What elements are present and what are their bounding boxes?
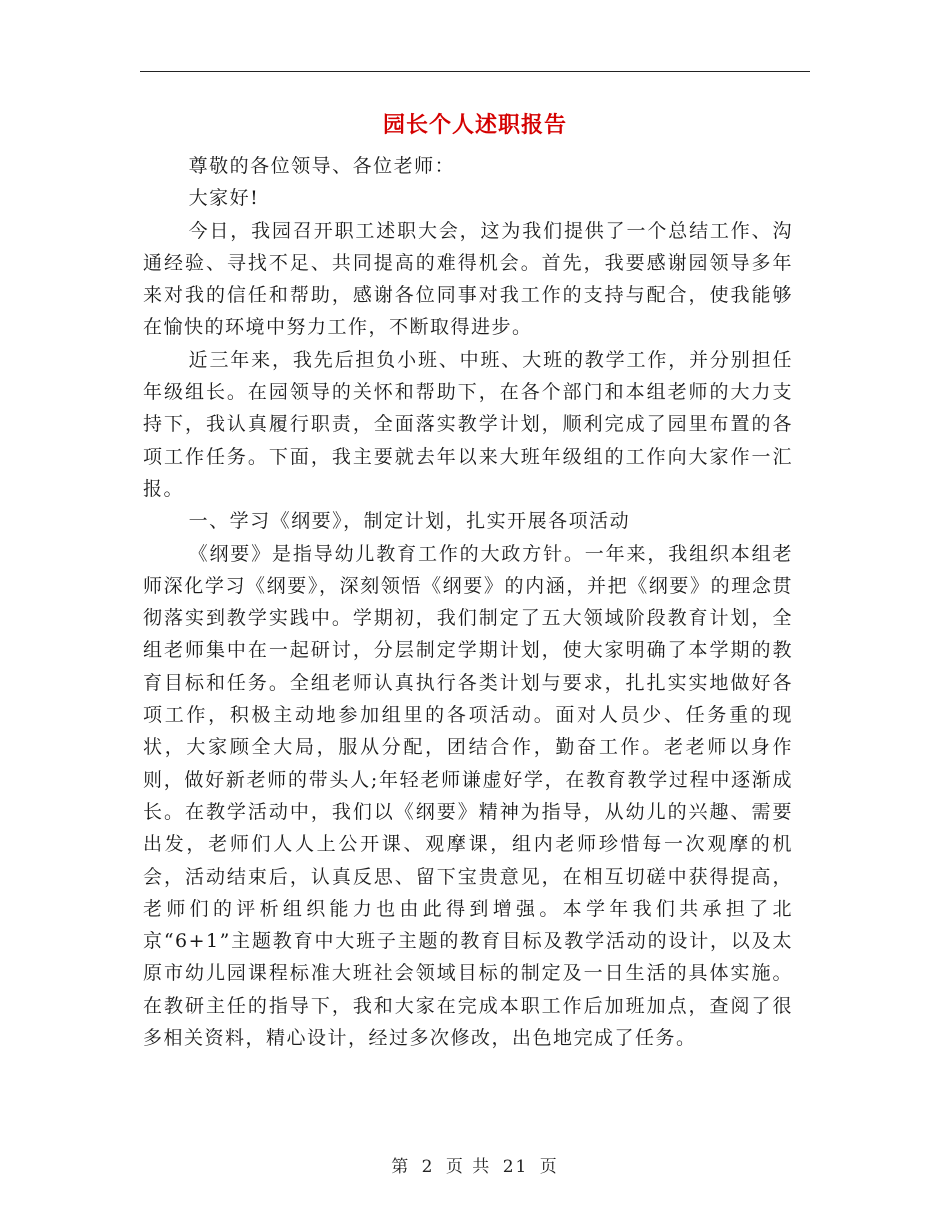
salutation: 尊敬的各位领导、各位老师：	[188, 155, 456, 177]
footer-middle: 页 共	[445, 1157, 492, 1177]
body-paragraph: 今日，我园召开职工述职大会，这为我们提供了一个总结工作、沟通经验、寻找不足、共同提高的难得机会。首先，我要感谢园领导多年来对我的信任和帮助，感谢各位同事对我工作的支持与配合，使我能够在愉快的环境中努力工作，不断取得进步。	[143, 219, 793, 339]
page-footer	[0, 1152, 950, 1177]
body-paragraph: 近三年来，我先后担负小班、中班、大班的教学工作，并分别担任年级组长。在园领导的关怀和帮助下，在各个部门和本组老师的大力支持下，我认真履行职责，全面落实教学计划，顺利完成了园里布置的各项工作任务。下面，我主要就去年以来大班年级组的工作向大家作一汇报。	[143, 348, 793, 500]
document-body	[143, 150, 793, 1054]
section-heading: 一、学习《纲要》，制定计划，扎实开展各项活动	[188, 510, 631, 533]
page-number: 2	[421, 1157, 435, 1177]
footer-prefix: 第	[391, 1157, 411, 1177]
total-pages: 21	[502, 1157, 529, 1177]
greeting: 大家好!	[188, 187, 260, 210]
body-paragraph: 《纲要》是指导幼儿教育工作的大政方针。一年来，我组织本组老师深化学习《纲要》，深刻领悟《纲要》的内涵，并把《纲要》的理念贯彻落实到教学实践中。学期初，我们制定了五大领域阶段教育计划，全组老师集中在一起研讨，分层制定学期计划，使大家明确了本学期的教育目标和任务。全组老师认真执行各类计划与要求，扎扎实实地做好各项工作，积极主动地参加组里的各项活动。面对人员少、任务重的现状，大家顾全大局，服从分配，团结合作，勤奋工作。老老师以身作则，做好新老师的带头人;年轻老师谦虚好学，在教育教学过程中逐渐成长。在教学活动中，我们以《纲要》精神为指导，从幼儿的兴趣、需要出发，老师们人人上公开课、观摩课，组内老师珍惜每一次观摩的机会，活动结束后，认真反思、留下宝贵意见，在相互切磋中获得提高，老师们的评析组织能力也由此得到增强。本学年我们共承担了北京“6+1”主题教育中大班子主题的教育目标及教学活动的设计，以及太原市幼儿园课程标准大班社会领域目标的制定及一日生活的具体实施。在教研主任的指导下，我和大家在完成本职工作后加班加点，查阅了很多相关资料，精心设计，经过多次修改，出色地完成了任务。	[143, 542, 793, 1050]
header-rule	[140, 71, 810, 72]
document-title: 园长个人述职报告	[382, 112, 567, 138]
footer-suffix: 页	[539, 1157, 559, 1177]
